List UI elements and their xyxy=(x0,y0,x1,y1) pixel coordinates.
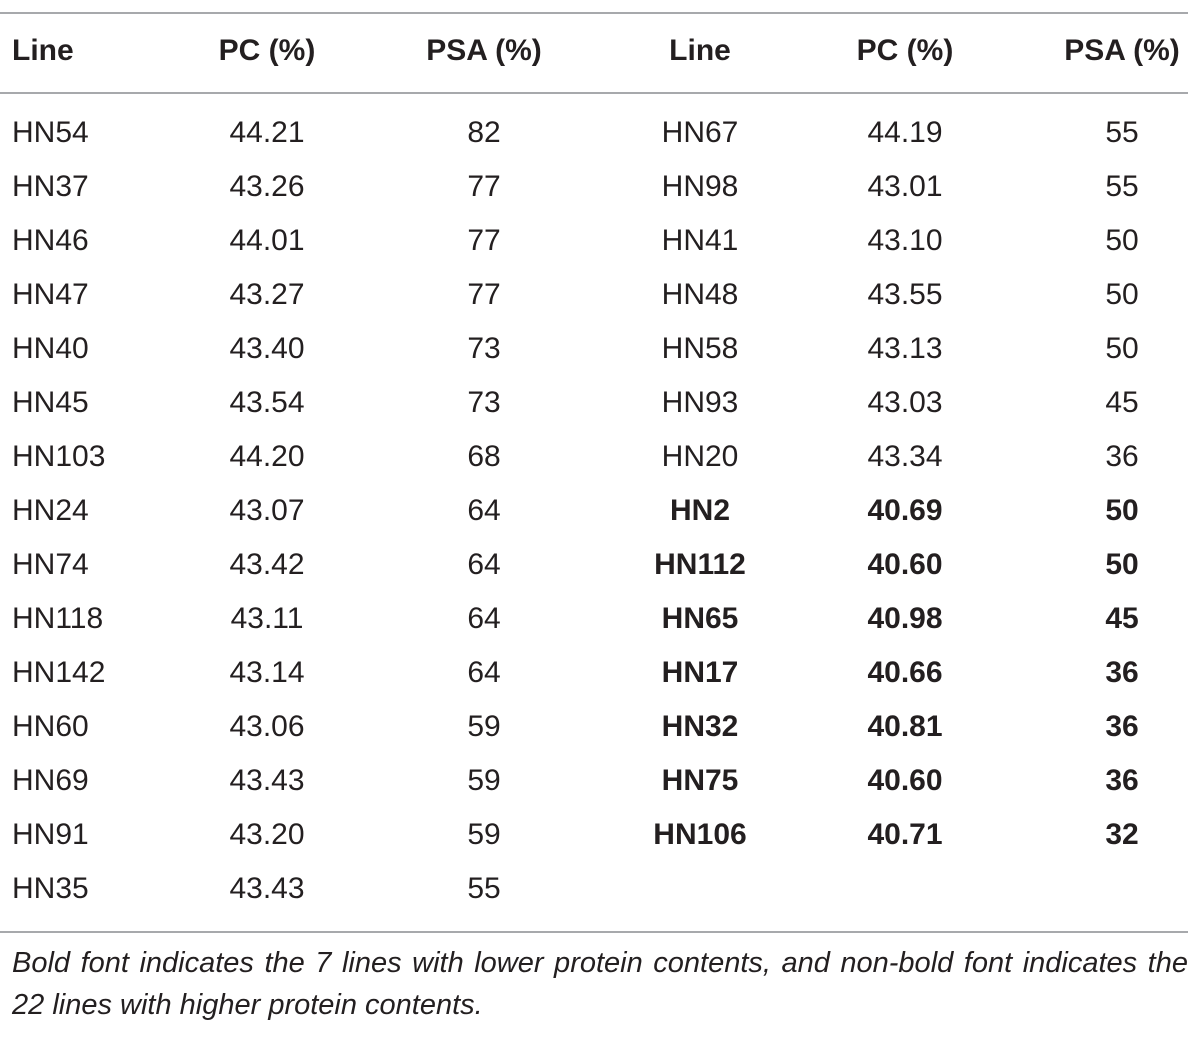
cell-pc-right: 40.60 xyxy=(867,548,943,581)
header-psa-left: PSA (%) xyxy=(426,34,542,67)
cell-line-right: HN41 xyxy=(661,224,739,257)
table-row xyxy=(0,322,1200,376)
table-row xyxy=(0,646,1200,700)
cell-pc-right: 40.69 xyxy=(867,494,943,527)
cell-pc-right: 43.03 xyxy=(867,386,943,419)
cell-psa-right: 50 xyxy=(1105,332,1139,365)
cell-pc-left: 43.06 xyxy=(229,710,305,743)
cell-pc-right: 40.71 xyxy=(867,818,943,851)
cell-psa-left: 59 xyxy=(467,818,501,851)
cell-line-left: HN69 xyxy=(12,764,89,797)
cell-line-right: HN98 xyxy=(661,170,739,203)
cell-psa-right: 45 xyxy=(1105,602,1139,635)
cell-line-left: HN118 xyxy=(12,602,104,635)
cell-psa-right: 36 xyxy=(1105,656,1139,689)
cell-pc-left: 43.40 xyxy=(229,332,305,365)
cell-pc-right: 40.66 xyxy=(867,656,943,689)
cell-psa-right: 50 xyxy=(1105,224,1139,257)
cell-line-right: HN67 xyxy=(661,116,739,149)
cell-pc-right: 40.60 xyxy=(867,764,943,797)
cell-pc-left: 43.14 xyxy=(229,656,305,689)
cell-line-left: HN45 xyxy=(12,386,89,419)
cell-line-left: HN35 xyxy=(12,872,89,905)
table-row xyxy=(0,160,1200,214)
cell-pc-right: 43.34 xyxy=(867,440,943,473)
cell-psa-right: 50 xyxy=(1105,548,1139,581)
table-row xyxy=(0,754,1200,808)
cell-pc-left: 44.21 xyxy=(229,116,305,149)
cell-pc-left: 44.01 xyxy=(229,224,305,257)
cell-pc-right: 43.10 xyxy=(867,224,943,257)
cell-psa-left: 59 xyxy=(467,764,501,797)
header-pc-right: PC (%) xyxy=(856,34,954,67)
cell-pc-right: 43.55 xyxy=(867,278,943,311)
cell-line-left: HN37 xyxy=(12,170,89,203)
cell-pc-left: 43.43 xyxy=(229,872,305,905)
table-top-rule xyxy=(0,12,1188,14)
cell-line-left: HN46 xyxy=(12,224,89,257)
cell-psa-right: 36 xyxy=(1105,440,1139,473)
cell-line-right: HN32 xyxy=(661,710,739,743)
table-row xyxy=(0,214,1200,268)
table-row xyxy=(0,106,1200,160)
cell-psa-right: 32 xyxy=(1105,818,1139,851)
cell-psa-right: 50 xyxy=(1105,278,1139,311)
table-row xyxy=(0,862,1200,916)
cell-line-left: HN54 xyxy=(12,116,89,149)
cell-pc-right: 43.13 xyxy=(867,332,943,365)
cell-line-left: HN103 xyxy=(12,440,106,473)
cell-line-left: HN24 xyxy=(12,494,89,527)
cell-pc-left: 43.07 xyxy=(229,494,305,527)
header-psa-right: PSA (%) xyxy=(1064,34,1180,67)
cell-line-right: HN75 xyxy=(661,764,739,797)
table-row xyxy=(0,376,1200,430)
cell-pc-left: 44.20 xyxy=(229,440,305,473)
table-header-row xyxy=(0,28,1200,78)
header-line-right: Line xyxy=(669,34,731,67)
cell-psa-right: 55 xyxy=(1105,170,1139,203)
cell-psa-right: 36 xyxy=(1105,764,1139,797)
table-row xyxy=(0,808,1200,862)
cell-psa-left: 64 xyxy=(467,548,501,581)
cell-line-right: HN58 xyxy=(661,332,739,365)
cell-line-left: HN91 xyxy=(12,818,89,851)
cell-line-right: HN17 xyxy=(661,656,739,689)
cell-pc-right: 40.98 xyxy=(867,602,943,635)
cell-line-right: HN106 xyxy=(653,818,747,851)
cell-pc-right: 43.01 xyxy=(867,170,943,203)
cell-psa-left: 68 xyxy=(467,440,501,473)
table-header-rule xyxy=(0,92,1188,94)
table-footnote: Bold font indicates the 7 lines with lower protein contents, and non-bold font indicates the 22 lines with higher protein contents. xyxy=(12,947,1188,1021)
cell-pc-left: 43.26 xyxy=(229,170,305,203)
cell-pc-left: 43.54 xyxy=(229,386,305,419)
cell-line-right: HN20 xyxy=(661,440,739,473)
cell-psa-left: 73 xyxy=(467,332,501,365)
cell-psa-right: 50 xyxy=(1105,494,1139,527)
cell-psa-left: 82 xyxy=(467,116,501,149)
table-row xyxy=(0,592,1200,646)
cell-pc-left: 43.27 xyxy=(229,278,305,311)
cell-line-right: HN65 xyxy=(661,602,739,635)
cell-pc-left: 43.42 xyxy=(229,548,305,581)
cell-psa-right: 55 xyxy=(1105,116,1139,149)
table-row xyxy=(0,268,1200,322)
cell-psa-left: 73 xyxy=(467,386,501,419)
table-row xyxy=(0,484,1200,538)
table-row xyxy=(0,430,1200,484)
cell-pc-right: 44.19 xyxy=(867,116,943,149)
cell-line-right: HN48 xyxy=(661,278,739,311)
cell-line-right: HN112 xyxy=(654,548,746,581)
header-pc-left: PC (%) xyxy=(218,34,316,67)
table-bottom-rule xyxy=(0,931,1188,933)
cell-psa-left: 64 xyxy=(467,602,501,635)
table-row xyxy=(0,538,1200,592)
cell-pc-left: 43.11 xyxy=(230,602,304,635)
cell-pc-left: 43.43 xyxy=(229,764,305,797)
cell-psa-left: 77 xyxy=(467,224,501,257)
cell-line-left: HN47 xyxy=(12,278,89,311)
cell-psa-left: 59 xyxy=(467,710,501,743)
cell-psa-right: 45 xyxy=(1105,386,1139,419)
cell-line-left: HN60 xyxy=(12,710,89,743)
cell-line-left: HN74 xyxy=(12,548,89,581)
cell-line-left: HN40 xyxy=(12,332,89,365)
cell-pc-left: 43.20 xyxy=(229,818,305,851)
cell-line-right: HN2 xyxy=(669,494,731,527)
cell-psa-left: 64 xyxy=(467,656,501,689)
cell-psa-left: 77 xyxy=(467,170,501,203)
cell-psa-left: 77 xyxy=(467,278,501,311)
cell-pc-right: 40.81 xyxy=(867,710,943,743)
cell-psa-left: 55 xyxy=(467,872,501,905)
cell-psa-left: 64 xyxy=(467,494,501,527)
table-row xyxy=(0,700,1200,754)
cell-line-left: HN142 xyxy=(12,656,106,689)
header-line-left: Line xyxy=(12,34,74,67)
cell-psa-right: 36 xyxy=(1105,710,1139,743)
cell-line-right: HN93 xyxy=(661,386,739,419)
table-body xyxy=(0,106,1200,916)
